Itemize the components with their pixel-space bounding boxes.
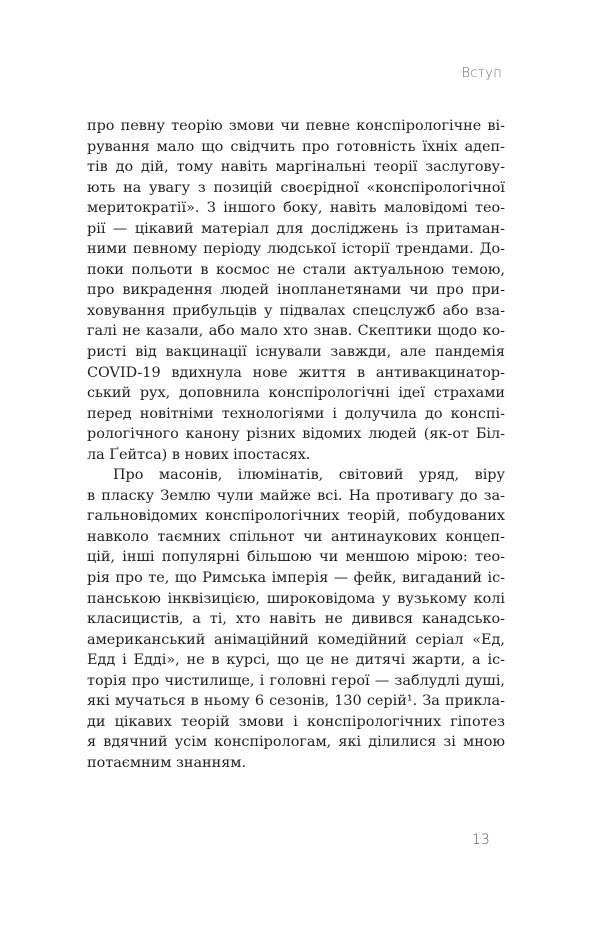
text-line: рологічного канону різних відомих людей (як-от Біл- (87, 426, 505, 443)
text-line: рування мало що свідчить про готовність їхніх адеп- (87, 138, 505, 155)
text-line: Едд і Едді», не в курсі, що це не дитячі жарти, а іс- (87, 652, 505, 669)
text-line: ховування прибульців у підвалах спецслужб або вза- (87, 302, 505, 319)
text-line: тів до дій, тому навіть маргінальні теорії заслугову- (87, 159, 505, 176)
text-line: класицистів, а ті, хто навіть не дивився канадсько- (87, 611, 505, 628)
text-line: меритократії». З іншого боку, навіть маловідомі тео- (87, 200, 505, 217)
text-line: гальновідомих конспірологічних теорій, побудованих (87, 508, 505, 525)
text-line: галі не казали, або мало хто знав. Скептики щодо ко- (87, 323, 505, 340)
paragraph-1 (87, 116, 505, 465)
running-header: Вступ (461, 66, 502, 81)
text-line: про певну теорію змови чи певне конспірологічне ві- (87, 118, 505, 134)
text-line: рії — цікавий матеріал для досліджень із притаман- (87, 220, 505, 237)
text-line: навколо таємних спільнот чи антинаукових концеп- (87, 528, 505, 545)
text-line: торія про чистилище, і головні герої — заблудлі душі, (87, 672, 505, 689)
text-line: я вдячний усім конспірологам, які ділилися зі мною (87, 734, 505, 751)
text-line: ристі від вакцинації існували завжди, але пандемія (87, 344, 505, 361)
text-line: американський анімаційний комедійний серіал «Ед, (87, 631, 505, 648)
text-line: ють на увагу з позицій своєрідної «конспірологічної (87, 179, 505, 196)
paragraph-2 (87, 465, 505, 773)
text-line: панською інквізицією, широковідома у вузькому колі (87, 590, 505, 607)
body-text (87, 116, 505, 774)
text-line: Про масонів, ілюмінатів, світовий уряд, віру (113, 467, 505, 484)
text-line: ла Ґейтса) в нових іпостасях. (87, 446, 311, 463)
text-line: ди цікавих теорій змови і конспірологічних гіпотез (87, 713, 505, 730)
text-line: які мучаться в ньому 6 сезонів, 130 серій¹. За прикла- (87, 693, 505, 710)
text-line: рія про те, що Римська імперія — фейк, вигаданий іс- (87, 570, 505, 587)
text-line: ський рух, доповнила конспірологічні ідеї страхами (87, 385, 505, 402)
text-line: перед новітніми технологіями і долучила до конспі- (87, 405, 505, 422)
text-line: про викрадення людей інопланетянами чи про при- (87, 282, 505, 299)
text-line: COVID-19 вдихнула нове життя в антивакцинатор- (87, 364, 505, 381)
text-line: ними певному періоду людської історії трендами. До- (87, 241, 505, 258)
text-line: в пласку Землю чули майже всі. На противагу до за- (87, 487, 505, 504)
text-line: поки польоти в космос не стали актуальною темою, (87, 261, 505, 278)
text-line: цій, інші популярні більшою чи меншою мірою: тео- (87, 549, 505, 566)
page-number: 13 (472, 832, 490, 848)
text-line: потаємним знанням. (87, 754, 247, 771)
